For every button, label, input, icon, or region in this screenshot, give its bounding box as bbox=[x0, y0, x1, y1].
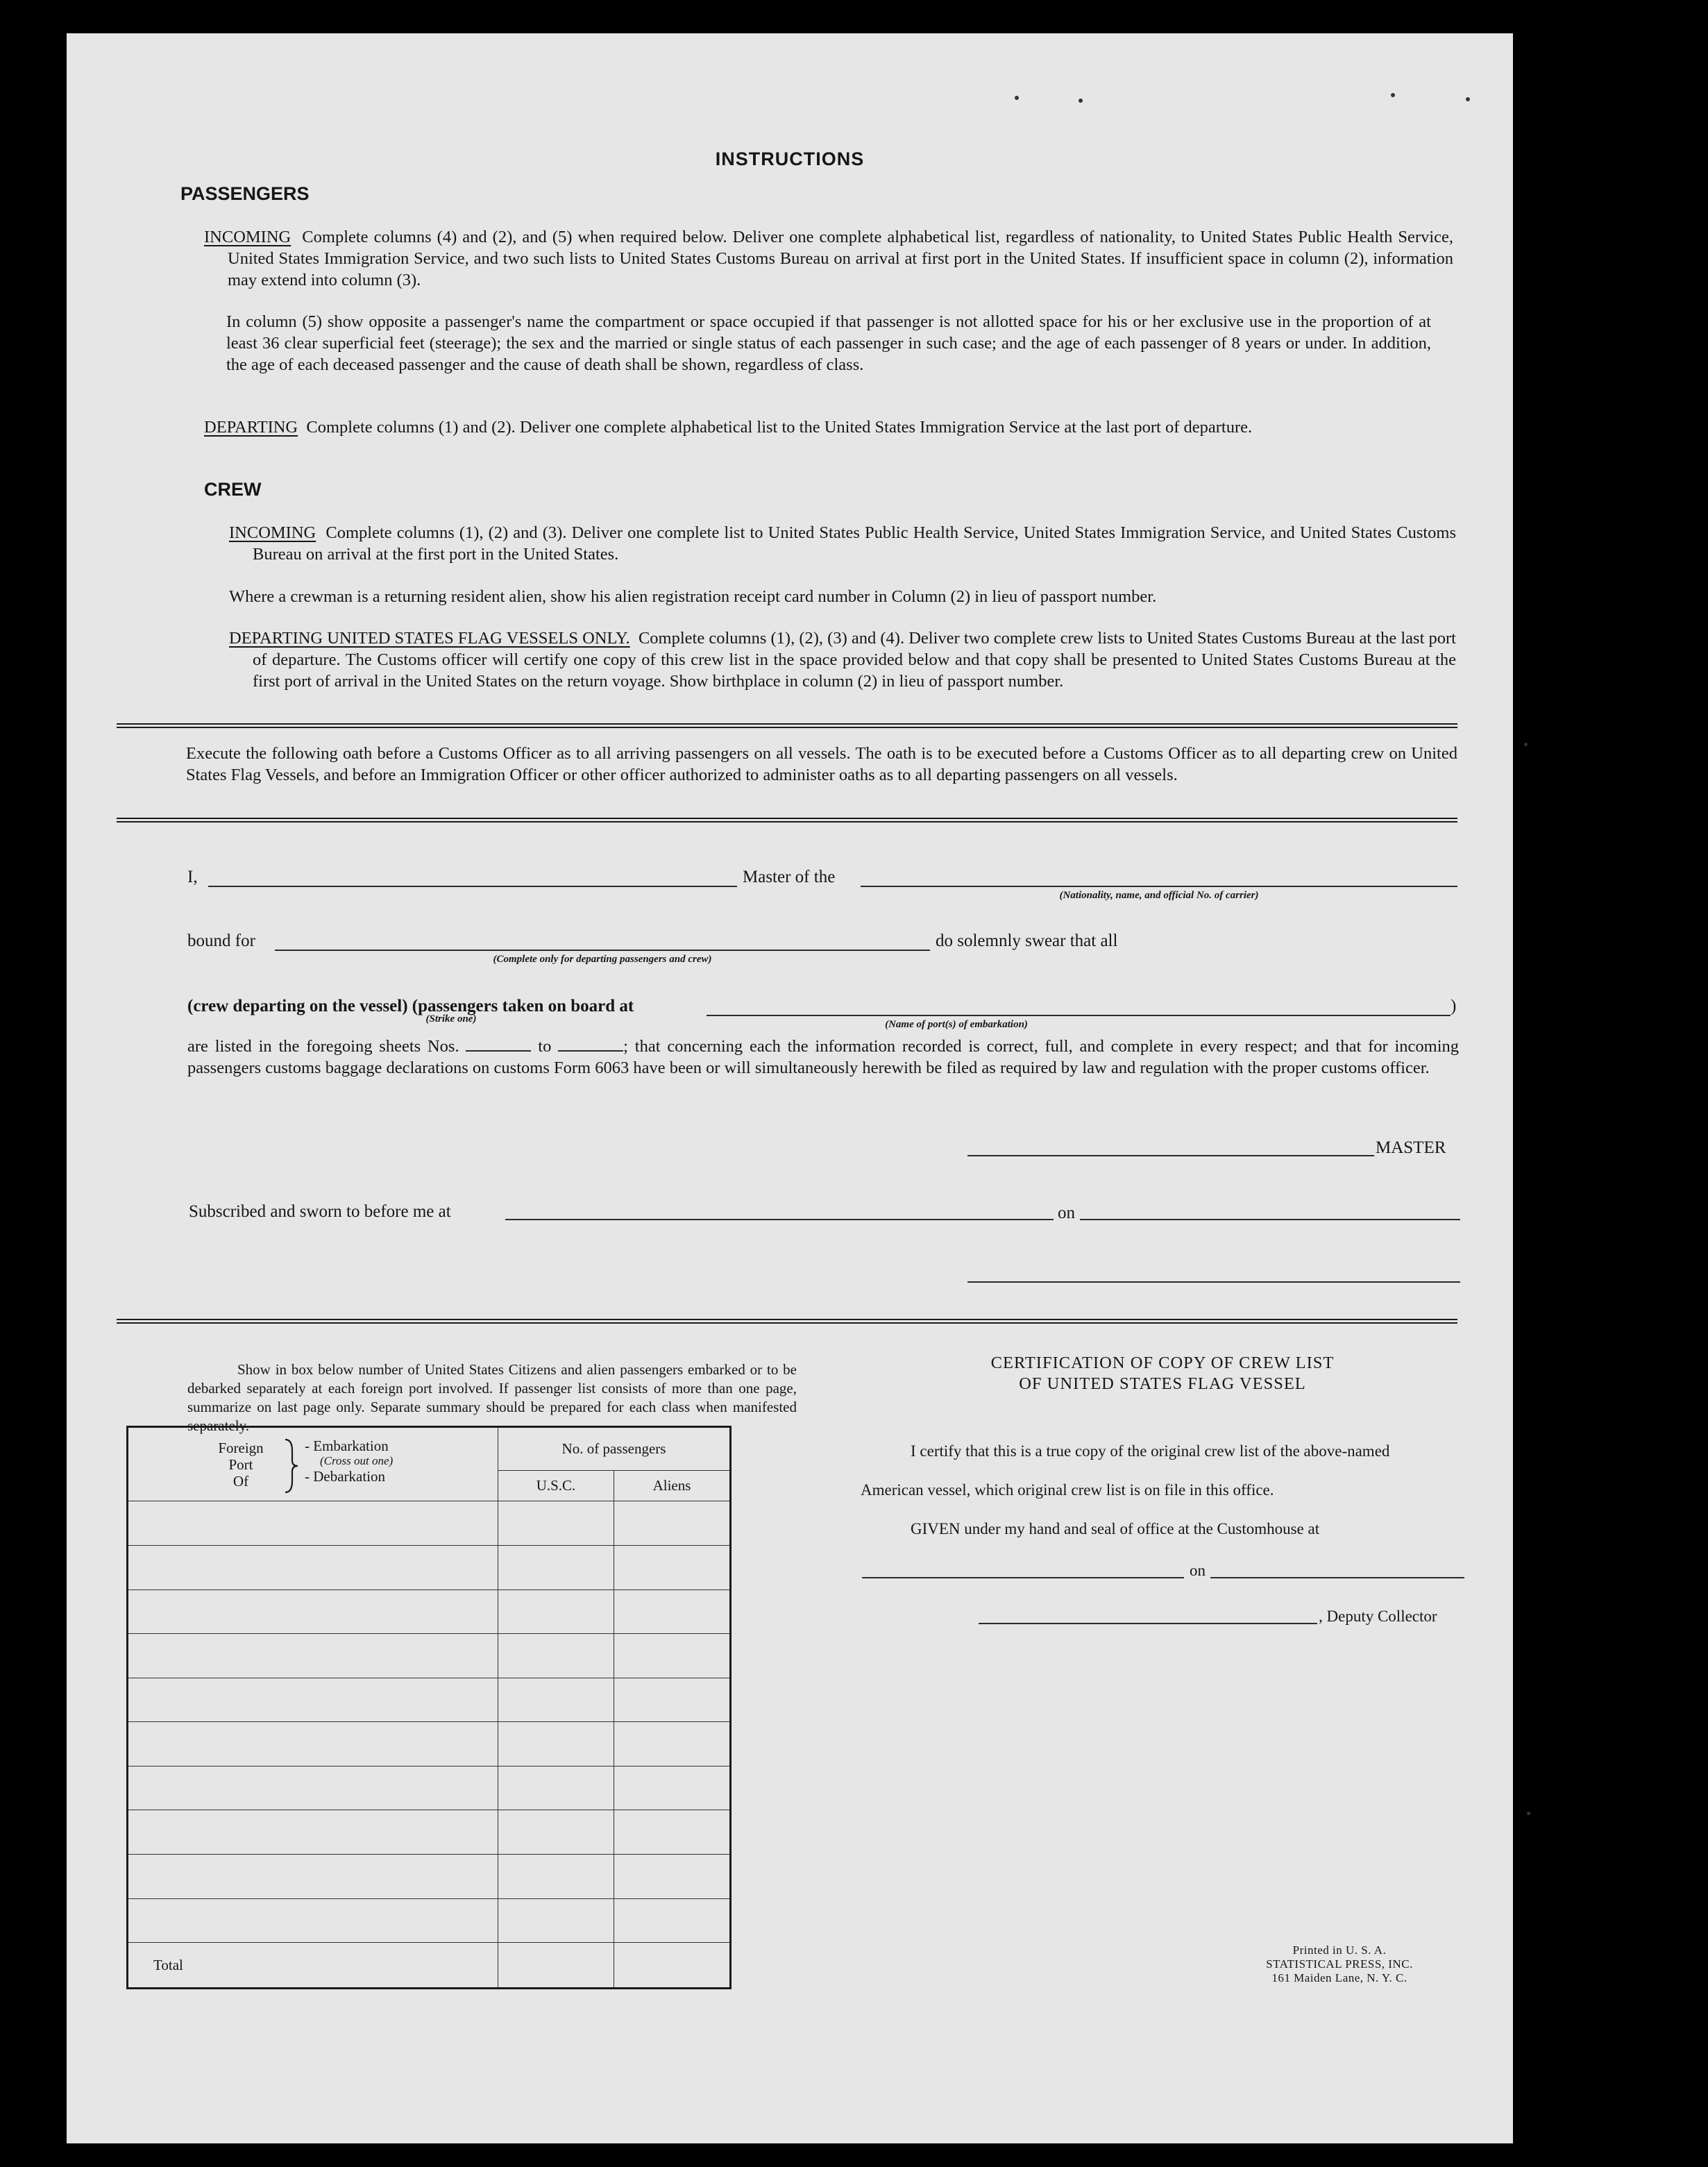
summary-instructions: Show in box below number of United States Citizens and alien passengers embarked or to be debarked separately at each foreign port involved. If passenger list consists of more than one page, summarize on last page only. Separate summary should be prepared for each class when manifested separately. bbox=[187, 1361, 797, 1434]
ports-caption: (Name of port(s) of embarkation) bbox=[885, 1019, 1028, 1030]
table-row[interactable] bbox=[128, 1898, 731, 1943]
crew-departing-text: Complete columns (1), (2), (3) and (4). Deliver two complete crew lists to United States Customs Bureau at the last port of departure. The Customs officer will certify one copy of this crew list in the space provided below and that copy shall be presented to United States Customs Bureau at the first port of arrival in the United States on the return voyage. Show birthplace in column (2) in lieu of passport number. bbox=[253, 629, 1456, 691]
table-row[interactable] bbox=[128, 1722, 731, 1767]
table-row[interactable] bbox=[128, 1545, 731, 1590]
scan-speck bbox=[1466, 97, 1470, 101]
master-label: MASTER bbox=[1376, 1138, 1446, 1157]
deputy-collector-field[interactable] bbox=[979, 1623, 1317, 1624]
crew-resident-paragraph: Where a crewman is a returning resident alien, show his alien registration receipt card number in Column (2) in lieu of passport number. bbox=[229, 587, 1157, 606]
crew-incoming-paragraph bbox=[229, 522, 1456, 565]
subscribed-label: Subscribed and sworn to before me at bbox=[189, 1202, 451, 1221]
crew-departing-paragraph bbox=[229, 627, 1456, 692]
crew-incoming-text: Complete columns (1), (2) and (3). Deliver one complete list to United States Public Health Service, United States Immigration Service, and United States Customs Bureau on arrival at the first port in the United States. bbox=[253, 523, 1457, 564]
table-row[interactable] bbox=[128, 1501, 731, 1546]
passengers-column5-paragraph: In column (5) show opposite a passenger's name the compartment or space occupied if that passenger is not allotted space for his or her exclusive use in the proportion of at least 36 clear superficial feet (steerage); the sex and the married or single status of each passenger in such case; and the age of each passenger of 8 years or under. In addition, the age of each deceased passenger and the cause of death shall be shown, regardless of class. bbox=[226, 312, 1431, 374]
master-name-field[interactable] bbox=[208, 886, 737, 887]
passengers-departing-text: Complete columns (1) and (2). Deliver one complete alphabetical list to the United States Immigration Service at the last port of departure. bbox=[306, 418, 1253, 437]
master-signature-field[interactable] bbox=[967, 1155, 1374, 1156]
printer-imprint: Printed in U. S. A. STATISTICAL PRESS, INC. 161 Maiden Lane, N. Y. C. bbox=[1266, 1943, 1413, 1984]
total-label: Total bbox=[128, 1943, 498, 1989]
officer-signature-field[interactable] bbox=[967, 1281, 1460, 1283]
master-of-label: Master of the bbox=[743, 868, 836, 886]
passenger-summary-table bbox=[126, 1426, 732, 1989]
certify-line-2: American vessel, which original crew list is on file in this office. bbox=[861, 1481, 1274, 1499]
certification-title-1: CERTIFICATION OF COPY OF CREW LIST bbox=[990, 1354, 1335, 1372]
passengers-incoming-label: INCOMING bbox=[204, 228, 291, 246]
bound-for-caption: (Complete only for departing passengers and crew) bbox=[493, 954, 712, 965]
certification-title-2: OF UNITED STATES FLAG VESSEL bbox=[1019, 1374, 1306, 1393]
crew-departing-label: (crew departing on the vessel) (passengers taken on board at bbox=[187, 997, 634, 1015]
crew-departing-label: DEPARTING UNITED STATES FLAG VESSELS ONLY. bbox=[229, 629, 630, 648]
crew-heading: CREW bbox=[204, 479, 262, 500]
passengers-departing-label: DEPARTING bbox=[204, 418, 298, 437]
foreign-port-header: Foreign Port Of - Embarkation (Cross out one) - Debarkation bbox=[128, 1427, 498, 1501]
given-line: GIVEN under my hand and seal of office at the Customhouse at bbox=[911, 1520, 1320, 1537]
brace-icon bbox=[282, 1437, 301, 1495]
scan-speck bbox=[1527, 1812, 1530, 1815]
crew-incoming-label: INCOMING bbox=[229, 523, 316, 542]
table-row[interactable] bbox=[128, 1766, 731, 1810]
oath-i-label: I, bbox=[187, 868, 198, 886]
scan-speck bbox=[1015, 96, 1019, 100]
scan-speck bbox=[1391, 93, 1395, 97]
table-row[interactable] bbox=[128, 1678, 731, 1722]
scan-speck bbox=[1079, 99, 1083, 103]
ports-field[interactable] bbox=[707, 1015, 1451, 1016]
carrier-caption: (Nationality, name, and official No. of carrier) bbox=[1059, 890, 1259, 901]
page-title: INSTRUCTIONS bbox=[715, 149, 865, 169]
swear-label: do solemnly swear that all bbox=[936, 931, 1118, 950]
carrier-field[interactable] bbox=[861, 886, 1457, 887]
usc-header: U.S.C. bbox=[498, 1470, 614, 1501]
passengers-departing-paragraph bbox=[204, 416, 1453, 438]
section-divider bbox=[117, 1319, 1457, 1324]
total-row[interactable] bbox=[128, 1943, 731, 1989]
certification-date-field[interactable] bbox=[1210, 1577, 1464, 1578]
no-of-passengers-header: No. of passengers bbox=[498, 1427, 731, 1471]
sheet-from-field[interactable] bbox=[466, 1050, 531, 1052]
sworn-place-field[interactable] bbox=[505, 1219, 1054, 1220]
close-paren: ) bbox=[1451, 997, 1457, 1015]
section-divider bbox=[117, 818, 1457, 823]
customhouse-field[interactable] bbox=[862, 1577, 1184, 1578]
table-row[interactable] bbox=[128, 1634, 731, 1678]
bound-for-field[interactable] bbox=[275, 950, 930, 951]
passengers-incoming-paragraph bbox=[204, 226, 1453, 291]
listed-paragraph: are listed in the foregoing sheets Nos. to ; that concerning each the information recorded is correct, full, and complete in every respect; and that for incoming passengers customs baggage declarations on customs Form 6063 have been or will simultaneously herewith be filed as required by law and regulation with the proper customs officer. bbox=[187, 1037, 1460, 1077]
oath-intro: Execute the following oath before a Customs Officer as to all arriving passengers on all vessels. The oath is to be executed before a Customs Officer as to all departing crew on United States Flag Vessels, and before an Immigration Officer or other officer authorized to administer oaths as to all departing passengers on all vessels. bbox=[186, 744, 1457, 784]
aliens-header: Aliens bbox=[614, 1470, 731, 1501]
sworn-on-label: on bbox=[1058, 1204, 1075, 1222]
table-row[interactable] bbox=[128, 1810, 731, 1855]
deputy-collector-label: , Deputy Collector bbox=[1319, 1608, 1437, 1625]
table-row[interactable] bbox=[128, 1590, 731, 1634]
passengers-heading: PASSENGERS bbox=[180, 183, 310, 204]
section-divider bbox=[117, 723, 1457, 728]
scan-speck bbox=[1524, 743, 1528, 746]
table-row[interactable] bbox=[128, 1855, 731, 1899]
certify-line-1: I certify that this is a true copy of the original crew list of the above-named bbox=[911, 1442, 1390, 1460]
sworn-date-field[interactable] bbox=[1080, 1219, 1460, 1220]
strike-caption: (Strike one) bbox=[425, 1013, 477, 1025]
bound-for-label: bound for bbox=[187, 931, 255, 950]
sheet-to-field[interactable] bbox=[558, 1050, 623, 1052]
passengers-incoming-text: Complete columns (4) and (2), and (5) when required below. Deliver one complete alphabetical list, regardless of nationality, to United States Public Health Service, United States Immigration Service, and two such lists to United States Customs Bureau on arrival at first port in the United States. If insufficient space in column (2), information may extend into column (3). bbox=[228, 228, 1454, 289]
certification-on-label: on bbox=[1190, 1562, 1206, 1579]
